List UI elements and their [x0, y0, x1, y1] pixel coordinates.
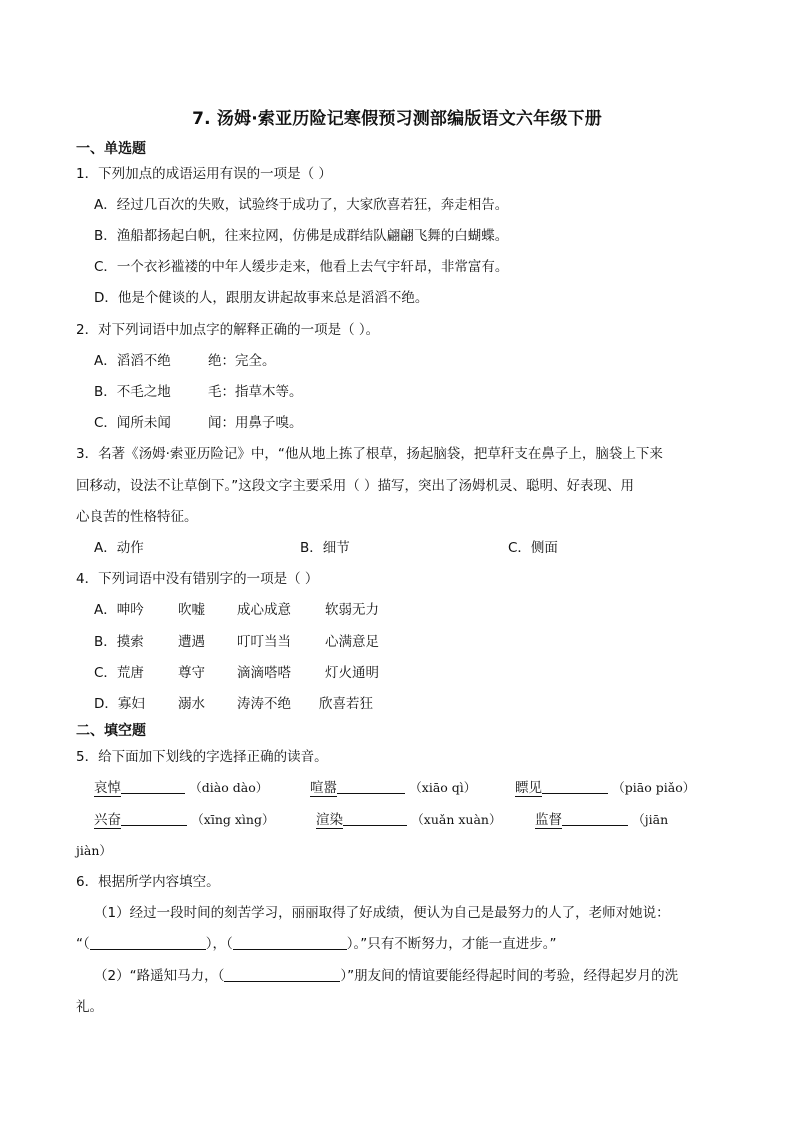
question-5-pinyin-2: （xiāo qì）	[409, 780, 477, 795]
question-3-option-a: A．动作	[94, 540, 144, 556]
question-2-option-a-word: A．滔滔不绝	[94, 353, 171, 369]
question-6-part-1-end: ）。”只有不断努力，才能一直进步。”	[346, 936, 557, 952]
question-4-row-a-word-2: 吹嘘	[178, 602, 205, 618]
question-5-item-5	[316, 810, 501, 830]
question-4-row-b-word-3: 叮叮当当	[237, 634, 291, 650]
question-6-part-2-line-1	[94, 966, 678, 986]
question-1-stem: 1．下列加点的成语运用有误的一项是（ ）	[76, 166, 332, 182]
section-heading-fill-in: 二、填空题	[76, 723, 146, 739]
document-title: 7. 汤姆·索亚历险记寒假预习测部编版语文六年级下册	[192, 109, 602, 129]
question-5-word-2: 喧嚣	[310, 780, 337, 796]
question-2-stem: 2．对下列词语中加点字的解释正确的一项是（ ）。	[76, 322, 380, 338]
question-2-option-b-definition: 毛：指草木等。	[208, 384, 303, 400]
question-6-part-2-open: （2）“路遥知马力，（	[94, 968, 225, 984]
question-1-option-d: D．他是个健谈的人，跟朋友讲起故事来总是滔滔不绝。	[94, 290, 429, 306]
question-4-row-c-word-2: 尊守	[178, 665, 205, 681]
question-2-option-a-definition: 绝：完全。	[208, 353, 276, 369]
question-5-item-6	[535, 810, 668, 830]
question-5-answer-blank-5[interactable]	[343, 811, 407, 826]
question-6-part-2-end: ）”朋友间的情谊要能经得起时间的考验，经得起岁月的洗	[340, 968, 679, 984]
question-6-part-1-mid: ），（	[205, 936, 233, 952]
question-4-row-c-word-3: 滴滴嗒嗒	[237, 665, 291, 681]
question-6-stem: 6．根据所学内容填空。	[76, 874, 220, 890]
question-6-part-1-open: “（	[76, 936, 90, 952]
question-4-row-c-word-4: 灯火通明	[325, 665, 379, 681]
question-6-part-1-line-2	[76, 934, 557, 954]
section-heading-single-choice: 一、单选题	[76, 141, 146, 157]
question-6-answer-blank-2[interactable]	[233, 935, 347, 950]
question-5-pinyin-3: （piāo piǎo）	[612, 780, 696, 795]
question-5-word-6: 监督	[535, 812, 562, 828]
question-5-word-5: 渲染	[316, 812, 343, 828]
question-5-word-4: 兴奋	[94, 812, 121, 828]
question-5-pinyin-1: （diào dào）	[189, 780, 269, 795]
question-4-row-c-word-1: C．荒唐	[94, 665, 144, 681]
question-5-pinyin-5: （xuǎn xuàn）	[411, 812, 502, 827]
question-4-stem: 4．下列词语中没有错别字的一项是（ ）	[76, 571, 319, 587]
question-5-item-4	[94, 810, 274, 830]
question-5-answer-blank-3[interactable]	[542, 779, 608, 794]
question-5-answer-blank-4[interactable]	[121, 811, 187, 826]
question-4-row-d-word-2: 溺水	[178, 696, 205, 712]
question-5-item-3	[515, 778, 695, 798]
question-3-option-c: C．侧面	[508, 540, 558, 556]
question-1-option-a: A．经过几百次的失败，试验终于成功了，大家欣喜若狂，奔走相告。	[94, 197, 509, 213]
question-3-line-3: 心良苦的性格特征。	[76, 509, 198, 525]
question-4-row-a-word-4: 软弱无力	[325, 602, 379, 618]
question-6-part-1-line-1: （1）经过一段时间的刻苦学习，丽丽取得了好成绩，便认为自己是最努力的人了，老师对她说：	[94, 905, 670, 921]
question-5-answer-blank-6[interactable]	[562, 811, 628, 826]
question-5-pinyin-6: （jiān	[632, 812, 669, 827]
question-4-row-d-word-4: 欣喜若狂	[319, 696, 373, 712]
question-5-item-1	[94, 778, 268, 798]
question-1-option-c: C．一个衣衫褴褛的中年人缓步走来，他看上去气宇轩昂，非常富有。	[94, 259, 509, 275]
question-4-row-d-word-3: 涛涛不绝	[237, 696, 291, 712]
question-2-option-b-word: B．不毛之地	[94, 384, 171, 400]
question-5-answer-blank-1[interactable]	[121, 779, 185, 794]
question-5-pinyin-6-continued: jiàn）	[76, 843, 112, 858]
question-5-answer-blank-2[interactable]	[337, 779, 405, 794]
question-4-row-b-word-4: 心满意足	[325, 634, 379, 650]
question-1-option-b: B．渔船都扬起白帆，往来拉网，仿佛是成群结队翩翩飞舞的白蝴蝶。	[94, 228, 509, 244]
question-6-answer-blank-1[interactable]	[90, 935, 206, 950]
question-4-row-b-word-1: B．摸索	[94, 634, 144, 650]
question-6-part-2-line-2: 礼。	[76, 999, 103, 1015]
question-2-option-c-word: C．闻所未闻	[94, 415, 171, 431]
question-5-word-3: 瞟见	[515, 780, 542, 796]
question-4-row-d-word-1: D．寡妇	[94, 696, 145, 712]
question-6-answer-blank-3[interactable]	[224, 967, 340, 982]
question-5-stem: 5．给下面加下划线的字选择正确的读音。	[76, 749, 328, 765]
question-3-line-2: 回移动，设法不让草倒下。”这段文字主要采用（ ）描写，突出了汤姆机灵、聪明、好表现、用	[76, 478, 635, 494]
question-3-option-b: B．细节	[300, 540, 350, 556]
question-5-word-1: 哀悼	[94, 780, 121, 796]
question-2-option-c-definition: 闻：用鼻子嗅。	[208, 415, 303, 431]
question-4-row-a-word-3: 成心成意	[237, 602, 291, 618]
question-5-pinyin-4: （xīng xìng）	[191, 812, 275, 827]
question-3-line-1: 3．名著《汤姆·索亚历险记》中，“他从地上拣了根草，扬起脑袋，把草秆支在鼻子上，脑袋上下来	[76, 446, 663, 462]
question-4-row-b-word-2: 遭遇	[178, 634, 205, 650]
question-5-item-2	[310, 778, 476, 798]
question-4-row-a-word-1: A．呻吟	[94, 602, 144, 618]
